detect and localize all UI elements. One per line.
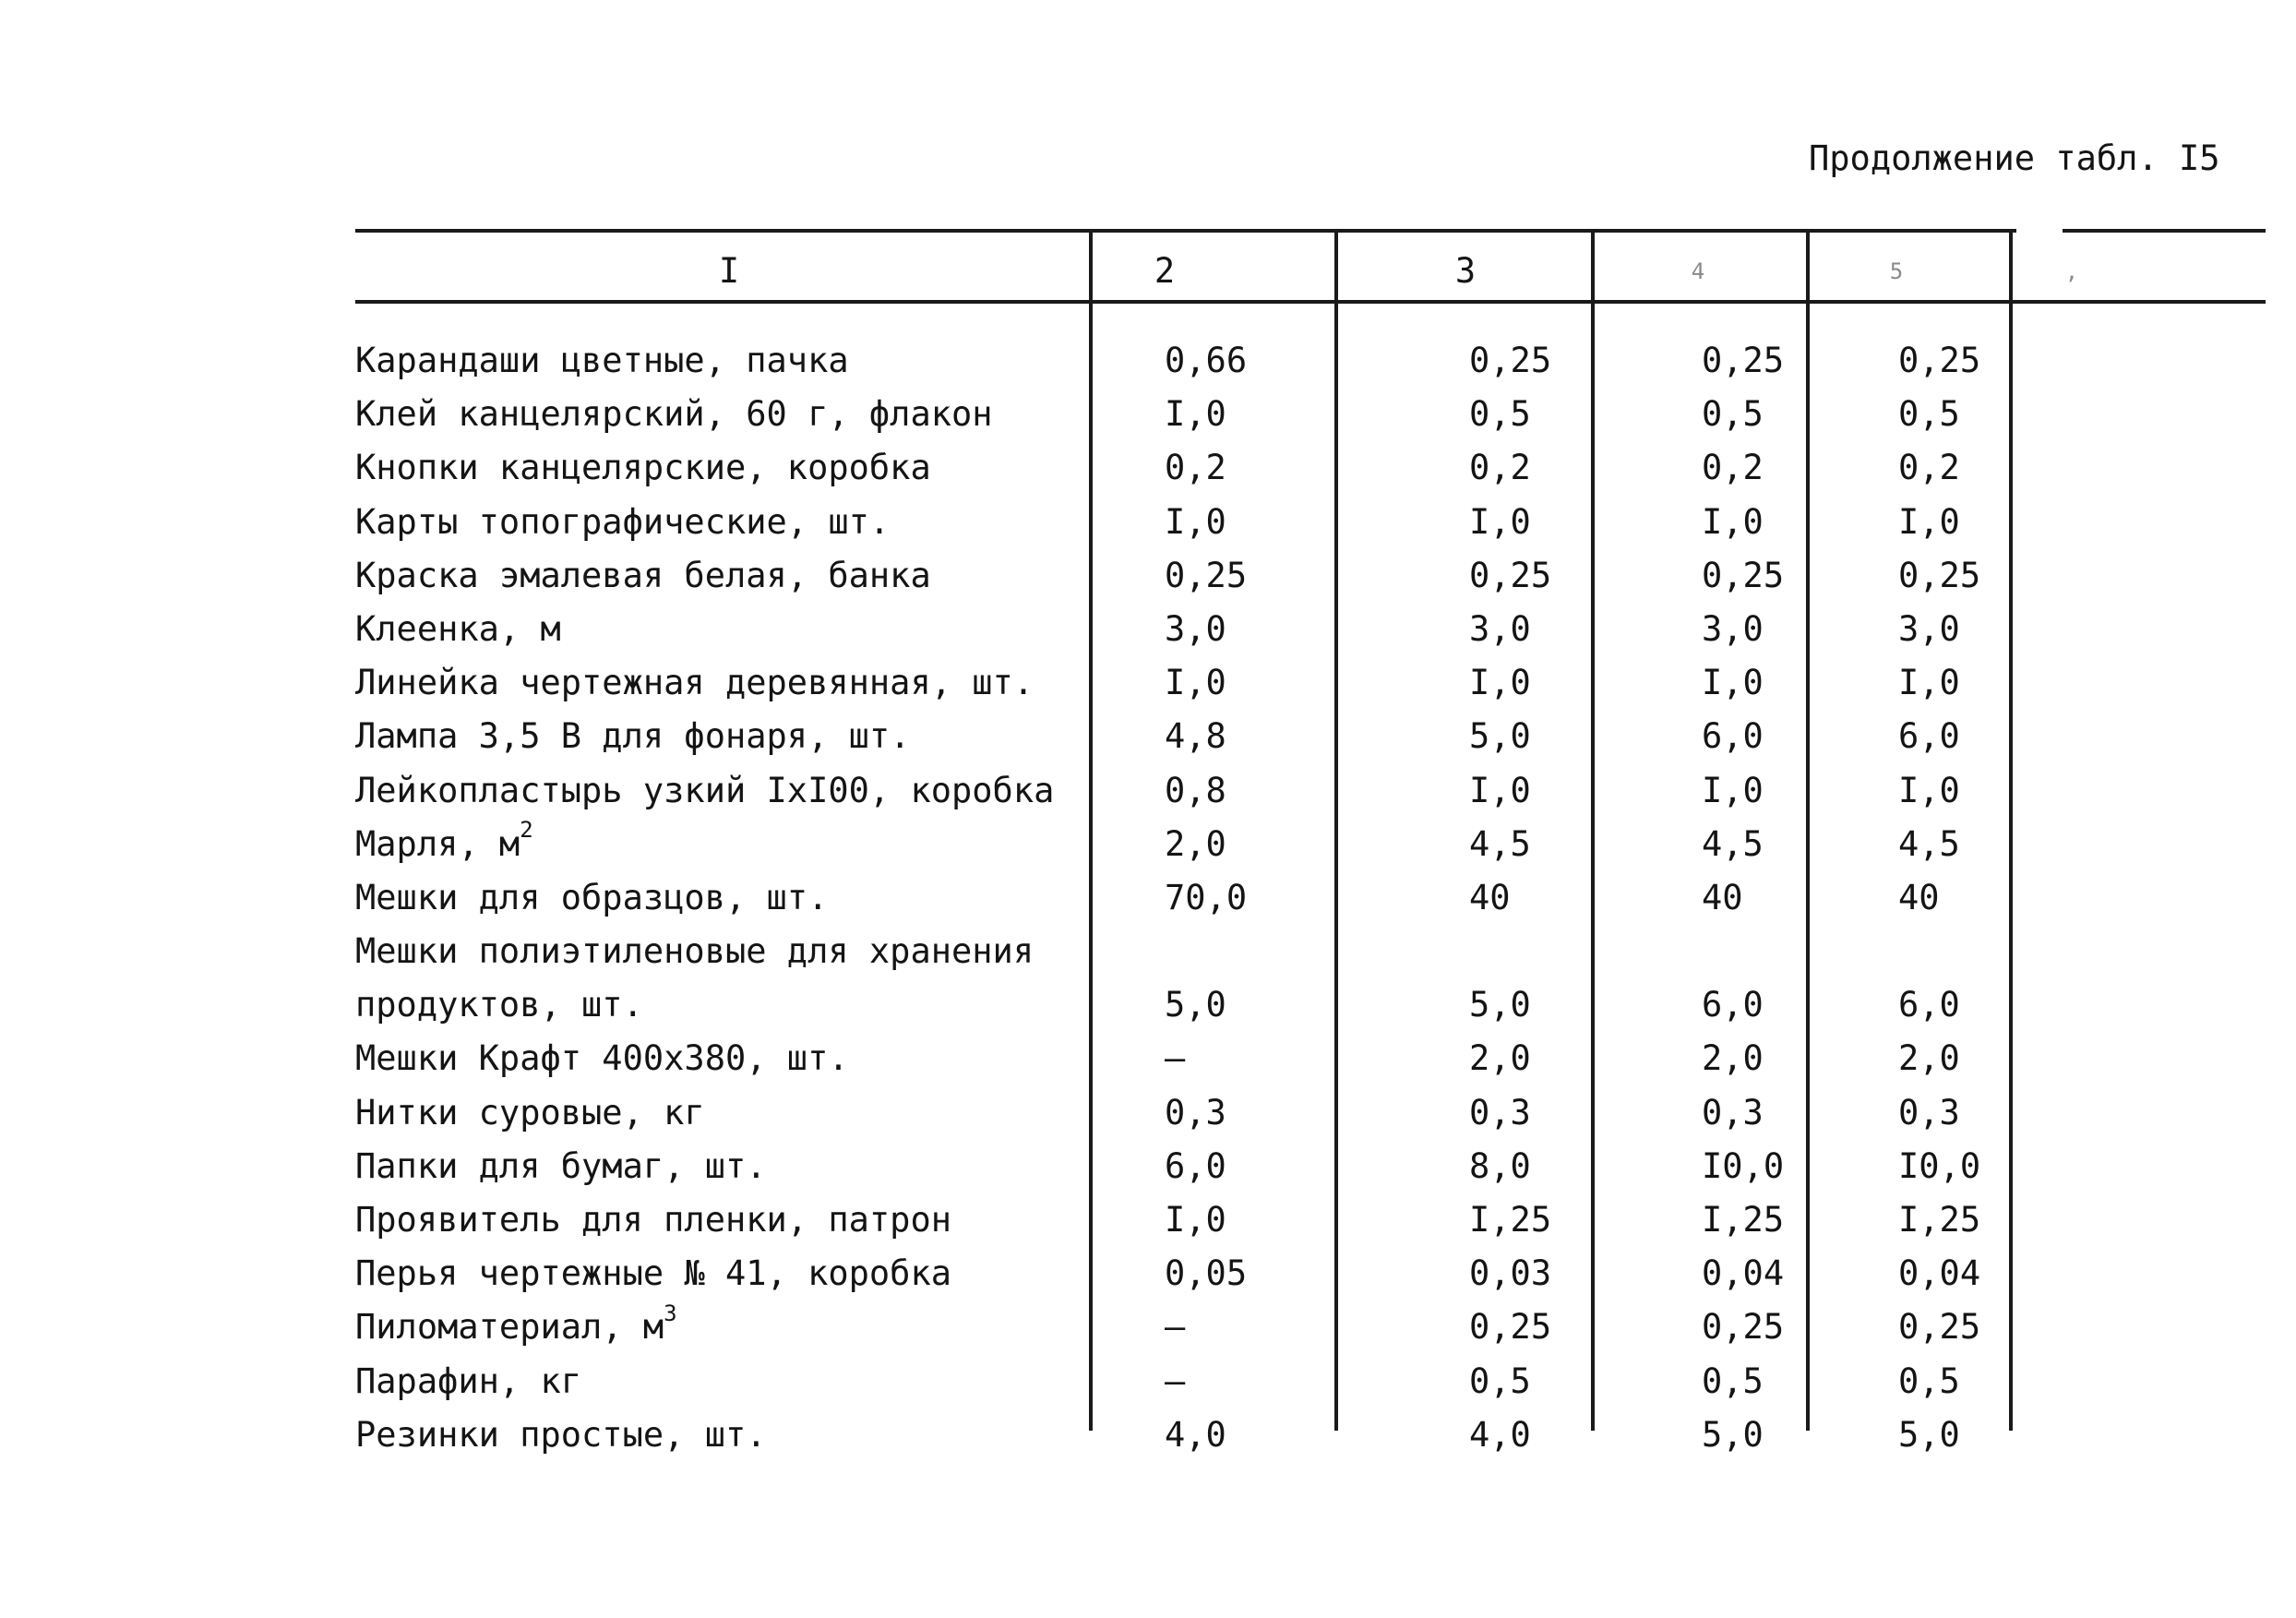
value-cell: 8,0 xyxy=(1469,1145,1531,1186)
unit-exponent: 3 xyxy=(664,1300,677,1327)
value-cell: 0,5 xyxy=(1469,394,1531,435)
value-cell: 0,25 xyxy=(1702,555,1785,595)
value-cell: 0,25 xyxy=(1702,1307,1785,1348)
value-cell: I,0 xyxy=(1165,394,1226,435)
item-name-text: Нитки суровые, кг xyxy=(355,1092,705,1133)
table-row xyxy=(355,1247,2026,1300)
value-cell: 3,0 xyxy=(1165,608,1226,649)
column-header: 4 xyxy=(1691,258,1705,284)
item-name xyxy=(355,925,1034,978)
item-name xyxy=(355,656,1034,710)
value-cell: 0,3 xyxy=(1469,1092,1531,1133)
value-cell: 6,0 xyxy=(1898,716,1960,757)
item-name-text: Мешки Крафт 400х380, шт. xyxy=(355,1038,849,1079)
table-row xyxy=(355,978,2026,1032)
item-name-text: Папки для бумаг, шт. xyxy=(355,1145,767,1186)
value-cell: 6,0 xyxy=(1702,716,1764,757)
item-name-text: Карандаши цветные, пачка xyxy=(355,341,849,380)
item-name xyxy=(355,1032,849,1085)
table-row xyxy=(355,496,2026,549)
table-row xyxy=(355,871,2026,925)
item-name-text: Кнопки канцелярские, коробка xyxy=(355,448,931,488)
table-row xyxy=(355,549,2026,603)
item-name xyxy=(355,603,561,656)
value-cell: 0,5 xyxy=(1702,1360,1764,1401)
value-cell: 0,04 xyxy=(1898,1253,1981,1294)
value-cell: 0,3 xyxy=(1898,1092,1960,1133)
item-name-text: продуктов, шт. xyxy=(355,985,643,1025)
table-row xyxy=(355,1032,2026,1085)
value-cell: 0,5 xyxy=(1702,394,1764,435)
item-name xyxy=(355,1355,581,1408)
table-row xyxy=(355,1193,2026,1247)
table-row xyxy=(355,1086,2026,1140)
value-cell: 70,0 xyxy=(1165,877,1248,917)
value-cell: 40 xyxy=(1702,877,1743,917)
item-name-text: Краска эмалевая белая, банка xyxy=(355,555,931,595)
value-cell: 0,25 xyxy=(1469,1307,1552,1348)
table-header-rule xyxy=(355,300,2266,304)
table-row xyxy=(355,388,2026,441)
value-cell: 0,2 xyxy=(1165,448,1226,488)
value-cell: 6,0 xyxy=(1898,985,1960,1025)
value-cell: 6,0 xyxy=(1702,985,1764,1025)
item-name-text: Клей канцелярский, 60 г, флакон xyxy=(355,394,993,435)
value-cell: 5,0 xyxy=(1165,985,1226,1025)
item-name-text: Мешки полиэтиленовые для хранения xyxy=(355,931,1034,972)
item-name xyxy=(355,1247,951,1300)
value-cell: 4,5 xyxy=(1469,823,1531,864)
item-name xyxy=(355,710,910,763)
unit-exponent: 2 xyxy=(520,817,533,844)
value-cell: 3,0 xyxy=(1469,608,1531,649)
value-cell: 0,25 xyxy=(1165,555,1248,595)
value-cell: I,0 xyxy=(1898,501,1960,542)
item-name-text: Марля, м xyxy=(355,823,520,864)
item-name-text: Проявитель для пленки, патрон xyxy=(355,1200,952,1240)
value-cell: 0,25 xyxy=(1898,555,1981,595)
table-row xyxy=(355,334,2026,388)
item-name xyxy=(355,1300,677,1354)
value-cell: – xyxy=(1165,1307,1186,1348)
value-cell: I,0 xyxy=(1898,770,1960,810)
column-header: , xyxy=(2064,258,2079,284)
table-row xyxy=(355,925,2026,978)
column-header: 2 xyxy=(1154,251,1176,291)
value-cell: 3,0 xyxy=(1898,608,1960,649)
item-name xyxy=(355,496,890,549)
value-cell: 0,8 xyxy=(1165,770,1226,810)
table-top-rule-extra xyxy=(2063,229,2266,233)
value-cell: 4,5 xyxy=(1898,823,1960,864)
table-row xyxy=(355,656,2026,710)
item-name xyxy=(355,549,931,603)
table-row xyxy=(355,710,2026,763)
table-caption: Продолжение табл. I5 xyxy=(1809,138,2220,178)
value-cell: 4,0 xyxy=(1165,1414,1226,1455)
value-cell: I,0 xyxy=(1165,1200,1226,1240)
table-body xyxy=(355,334,2026,1462)
item-name-text: Мешки для образцов, шт. xyxy=(355,877,829,917)
value-cell: 0,5 xyxy=(1898,1360,1960,1401)
value-cell: – xyxy=(1165,1360,1186,1401)
item-name xyxy=(355,1408,767,1462)
value-cell: 0,3 xyxy=(1165,1092,1226,1133)
value-cell: I,0 xyxy=(1898,663,1960,703)
value-cell: 6,0 xyxy=(1165,1145,1226,1186)
value-cell: 0,2 xyxy=(1898,448,1960,488)
value-cell: 40 xyxy=(1469,877,1511,917)
item-name-text: Парафин, кг xyxy=(355,1360,582,1401)
item-name-text: Резинки простые, шт. xyxy=(355,1414,767,1455)
column-header: 5 xyxy=(1889,258,1904,284)
value-cell: 3,0 xyxy=(1702,608,1764,649)
table-row xyxy=(355,1408,2026,1462)
value-cell: 4,8 xyxy=(1165,716,1226,757)
item-name xyxy=(355,1193,951,1247)
value-cell: I,25 xyxy=(1898,1200,1981,1240)
table-row xyxy=(355,1140,2026,1193)
value-cell: 5,0 xyxy=(1898,1414,1960,1455)
item-name xyxy=(355,1140,767,1193)
value-cell: 0,2 xyxy=(1702,448,1764,488)
column-header: I xyxy=(718,251,740,291)
value-cell: 0,25 xyxy=(1702,341,1785,380)
value-cell: 0,3 xyxy=(1702,1092,1764,1133)
value-cell: I,0 xyxy=(1469,663,1531,703)
item-name-text: Перья чертежные № 41, коробка xyxy=(355,1253,952,1294)
table-row xyxy=(355,1300,2026,1354)
value-cell: I,0 xyxy=(1702,663,1764,703)
value-cell: 0,5 xyxy=(1898,394,1960,435)
value-cell: 2,0 xyxy=(1165,823,1226,864)
value-cell: 0,2 xyxy=(1469,448,1531,488)
value-cell: I,25 xyxy=(1702,1200,1785,1240)
item-name-text: Пиломатериал, м xyxy=(355,1307,664,1348)
item-name-text: Карты топографические, шт. xyxy=(355,501,891,542)
value-cell: 5,0 xyxy=(1469,985,1531,1025)
item-name xyxy=(355,334,849,388)
item-name xyxy=(355,388,993,441)
value-cell: I,0 xyxy=(1469,501,1531,542)
value-cell: 0,25 xyxy=(1898,1307,1981,1348)
item-name xyxy=(355,818,533,871)
value-cell: 0,25 xyxy=(1469,341,1552,380)
value-cell: I,0 xyxy=(1702,501,1764,542)
value-cell: 0,5 xyxy=(1469,1360,1531,1401)
value-cell: 5,0 xyxy=(1702,1414,1764,1455)
value-cell: – xyxy=(1165,1038,1186,1079)
item-name-text: Клеенка, м xyxy=(355,608,561,649)
value-cell: 2,0 xyxy=(1702,1038,1764,1079)
item-name-text: Лампа 3,5 В для фонаря, шт. xyxy=(355,716,911,757)
value-cell: 0,66 xyxy=(1165,341,1248,380)
item-name xyxy=(355,764,1054,818)
value-cell: 5,0 xyxy=(1469,716,1531,757)
value-cell: I,25 xyxy=(1469,1200,1552,1240)
table-row xyxy=(355,441,2026,495)
value-cell: 2,0 xyxy=(1469,1038,1531,1079)
value-cell: 0,05 xyxy=(1165,1253,1248,1294)
value-cell: I0,0 xyxy=(1702,1145,1785,1186)
value-cell: 2,0 xyxy=(1898,1038,1960,1079)
table-row xyxy=(355,764,2026,818)
item-name xyxy=(355,441,931,495)
item-name xyxy=(355,871,828,925)
value-cell: 4,0 xyxy=(1469,1414,1531,1455)
value-cell: 0,25 xyxy=(1469,555,1552,595)
value-cell: 0,04 xyxy=(1702,1253,1785,1294)
value-cell: 4,5 xyxy=(1702,823,1764,864)
column-header: 3 xyxy=(1454,251,1477,291)
value-cell: I,0 xyxy=(1469,770,1531,810)
item-name-text: Лейкопластырь узкий IxI00, коробка xyxy=(355,770,1055,810)
table-row xyxy=(355,818,2026,871)
table-row xyxy=(355,603,2026,656)
item-name xyxy=(355,978,643,1032)
table-row xyxy=(355,1355,2026,1408)
value-cell: I,0 xyxy=(1165,501,1226,542)
value-cell: I,0 xyxy=(1165,663,1226,703)
value-cell: I,0 xyxy=(1702,770,1764,810)
item-name-text: Линейка чертежная деревянная, шт. xyxy=(355,663,1034,703)
value-cell: 0,03 xyxy=(1469,1253,1552,1294)
value-cell: 0,25 xyxy=(1898,341,1981,380)
item-name xyxy=(355,1086,705,1140)
value-cell: I0,0 xyxy=(1898,1145,1981,1186)
value-cell: 40 xyxy=(1898,877,1940,917)
table-top-rule xyxy=(355,229,2016,233)
